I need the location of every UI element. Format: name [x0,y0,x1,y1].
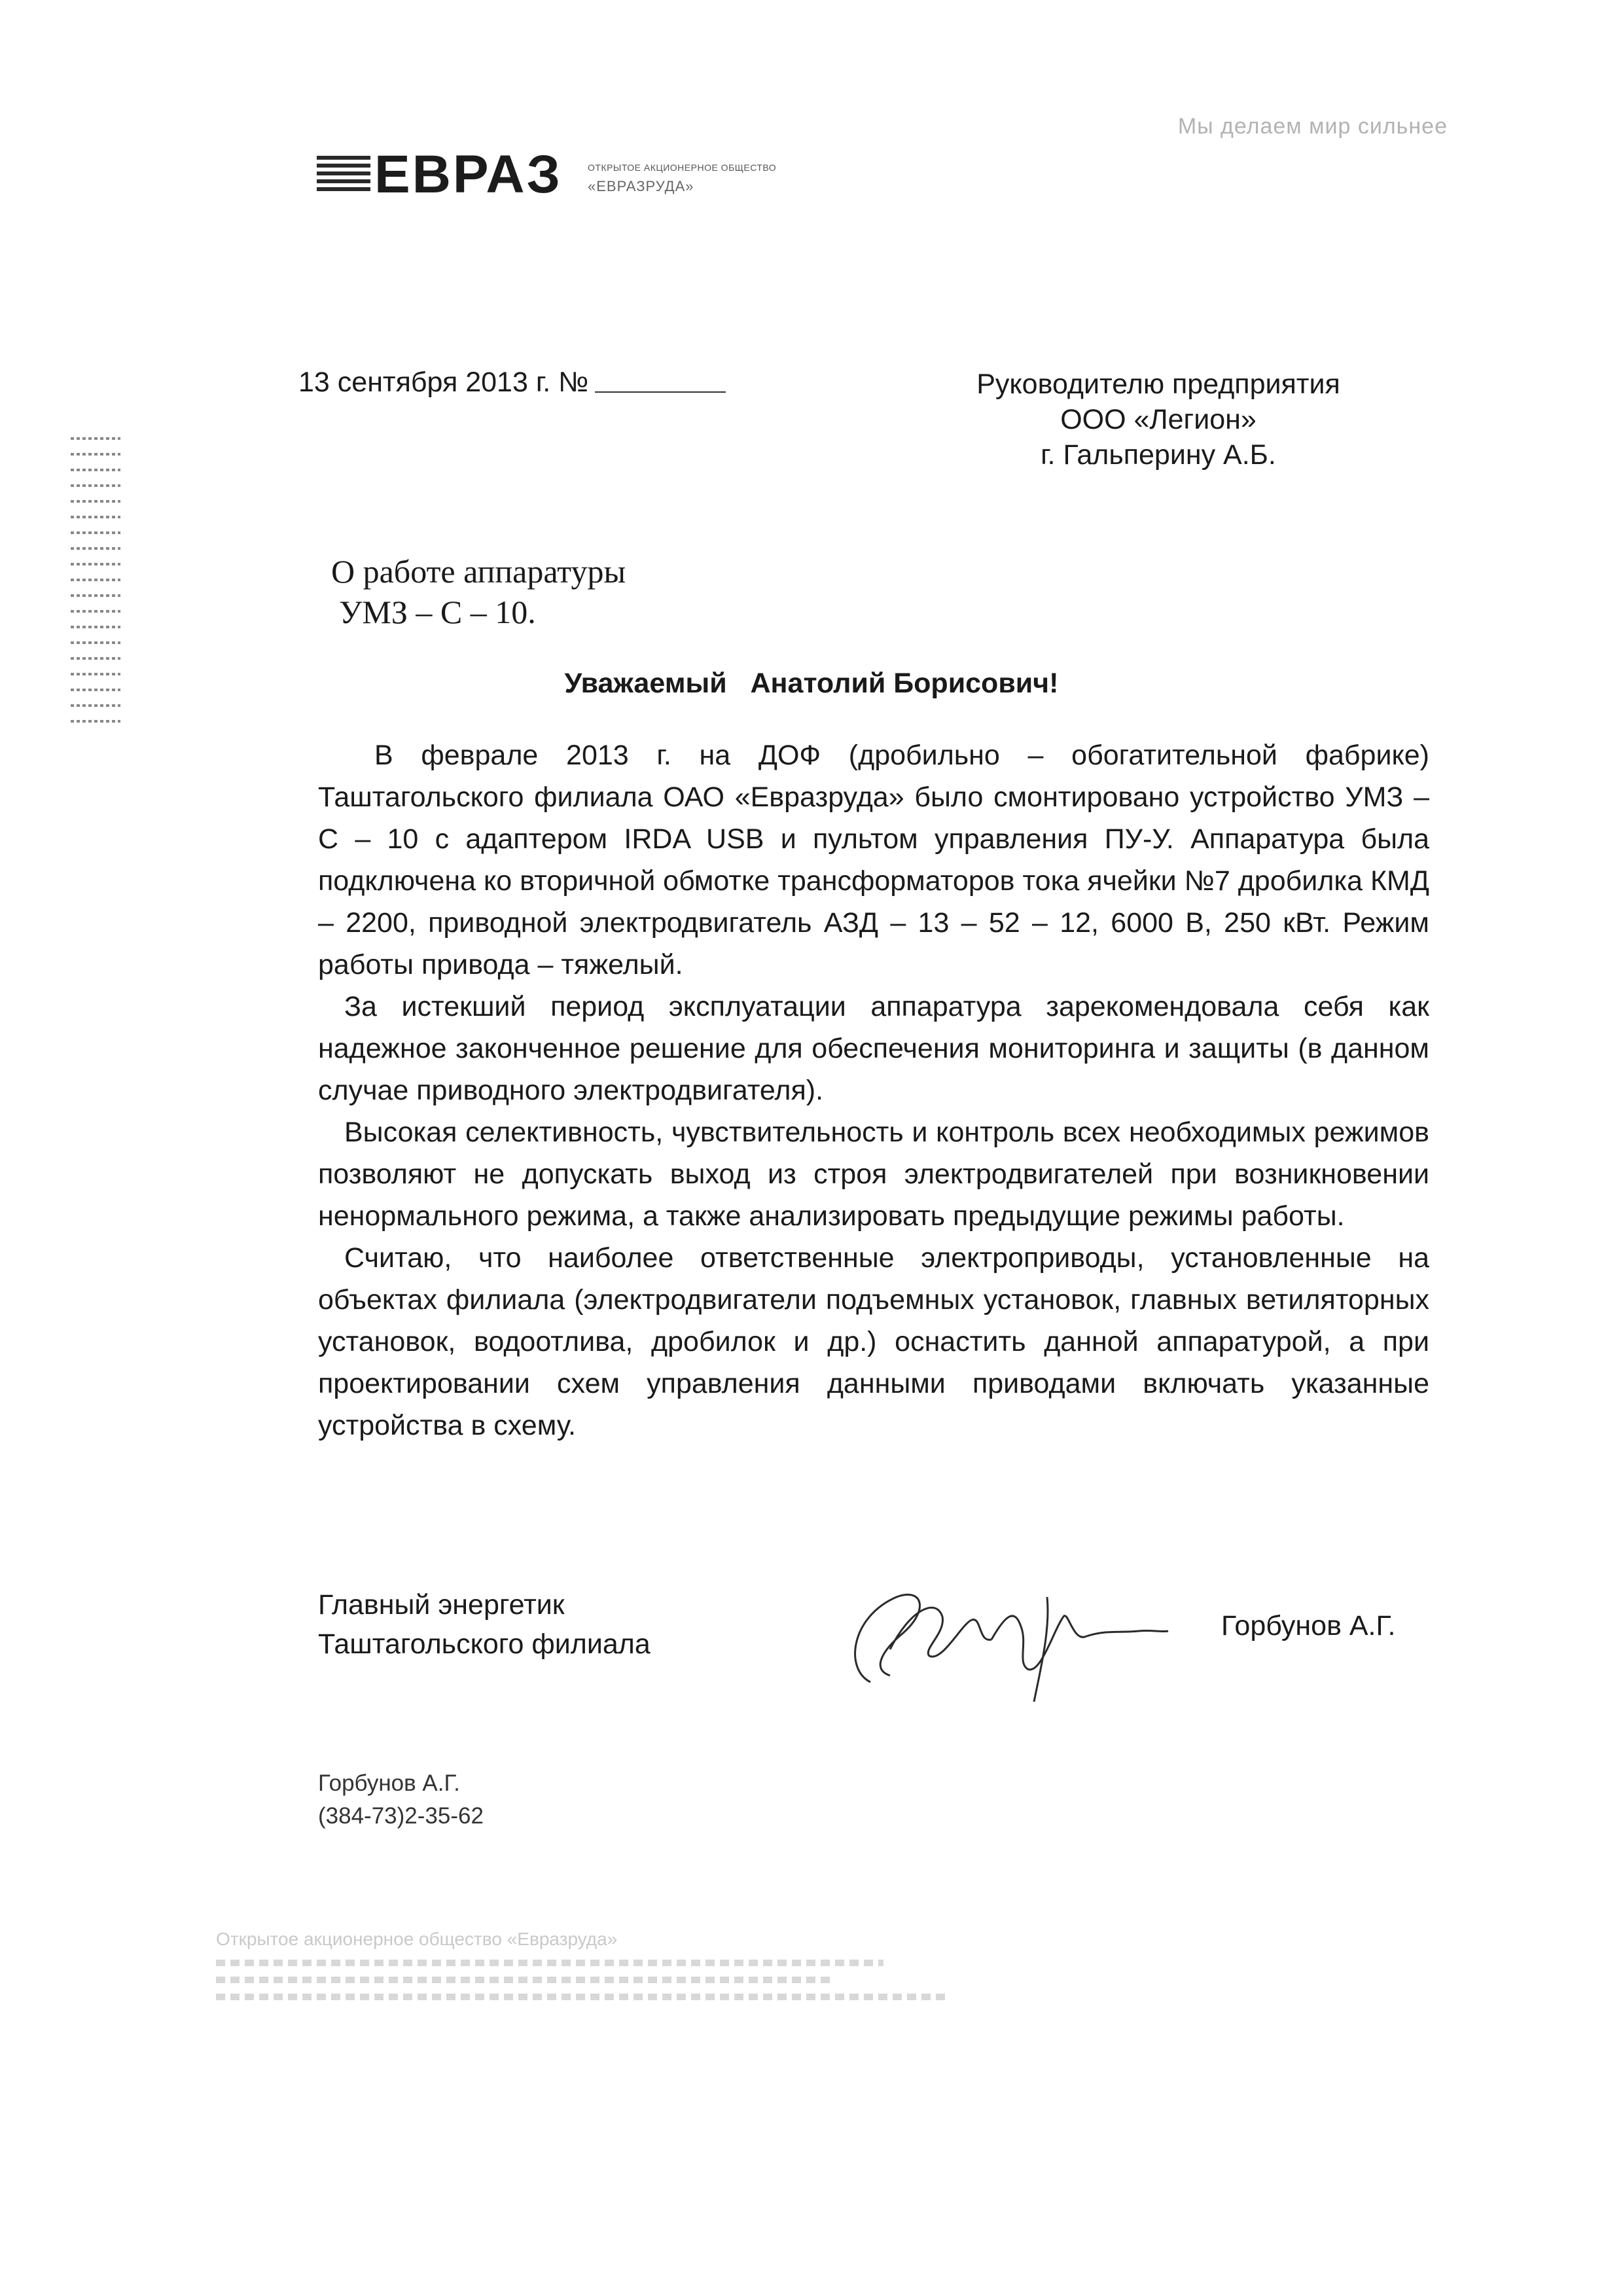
body-paragraph: За истекший период эксплуатации аппаратура зарекомендовала себя как надежное законченное решение для обеспечения мониторинга и защиты (в данном случае приводного электродвигателя). [318,991,1429,1106]
executor-block [318,1767,484,1833]
addressee-block [890,367,1427,473]
letter-subject [331,551,626,632]
body-paragraph: Считаю, что наиболее ответственные электроприводы, установленные на объектах филиала (электродвигатели подъемных установок, главных ветиляторных установок, водоотлива, дробилок и др.) оснастить данной аппаратурой, а при проектировании схем управления данными приводами включать указанные устройства в схему. [318,1242,1429,1441]
signatory-name: Горбунов А.Г. [1221,1610,1396,1641]
handwritten-signature [831,1571,1171,1708]
executor-name: Горбунов А.Г. [318,1770,460,1796]
logo-company-name: «ЕВРАЗРУДА» [588,178,694,194]
footer-illegible-line [216,1994,949,2000]
footer-company-name: Открытое акционерное общество «Евразруда» [216,1929,618,1949]
footer-illegible-line [216,1977,831,1983]
body-paragraph: Высокая селективность, чувствительность и контроль всех необходимых режимов позволяют не допускать выход из строя электродвигателей при возникновении ненормального режима, а также анализировать предыдущие режимы работы. [318,1117,1429,1232]
letter-greeting: Уважаемый Анатолий Борисович! [564,668,1059,699]
logo-company-type: ОТКРЫТОЕ АКЦИОНЕРНОЕ ОБЩЕСТВО [588,162,777,173]
company-slogan: Мы делаем мир сильнее [1177,114,1448,139]
signatory-title-line: Таштагольского филиала [318,1628,651,1660]
company-logo: ЕВРАЗ [374,145,562,204]
addressee-line: Руководителю предприятия [976,368,1340,400]
letter-date-text: 13 сентября 2013 г. № [298,367,589,398]
company-footer [216,1927,949,2011]
subject-line: УМЗ – С – 10. [339,594,536,630]
signatory-title-line: Главный энергетик [318,1589,565,1621]
executor-phone: (384-73)2-35-62 [318,1803,484,1829]
addressee-line: г. Гальперину А.Б. [1041,439,1276,471]
body-paragraph: В феврале 2013 г. на ДОФ (дробильно – обогатительной фабрике) Таштагольского филиала ОАО «Евразруда» было смонтировано устройство УМЗ – С – 10 с адаптером IRDA USB и пультом управления ПУ-У. Аппаратура была подключена ко вторичной обмотке трансформаторов тока ячейки №7 дробилка КМД – 2200, приводной электродвигатель АЗД – 13 – 52 – 12, 6000 В, 250 кВт. Режим работы привода – тяжелый. [318,740,1429,980]
addressee-line: ООО «Легион» [1060,404,1257,435]
subject-line: О работе аппаратуры [331,553,626,590]
letter-number-blank [595,368,726,393]
letter-date [298,367,726,399]
signatory-title [318,1585,651,1664]
footer-illegible-line [216,1960,883,1966]
letter-body [318,734,1429,1446]
logo-stripes-icon [317,156,370,195]
